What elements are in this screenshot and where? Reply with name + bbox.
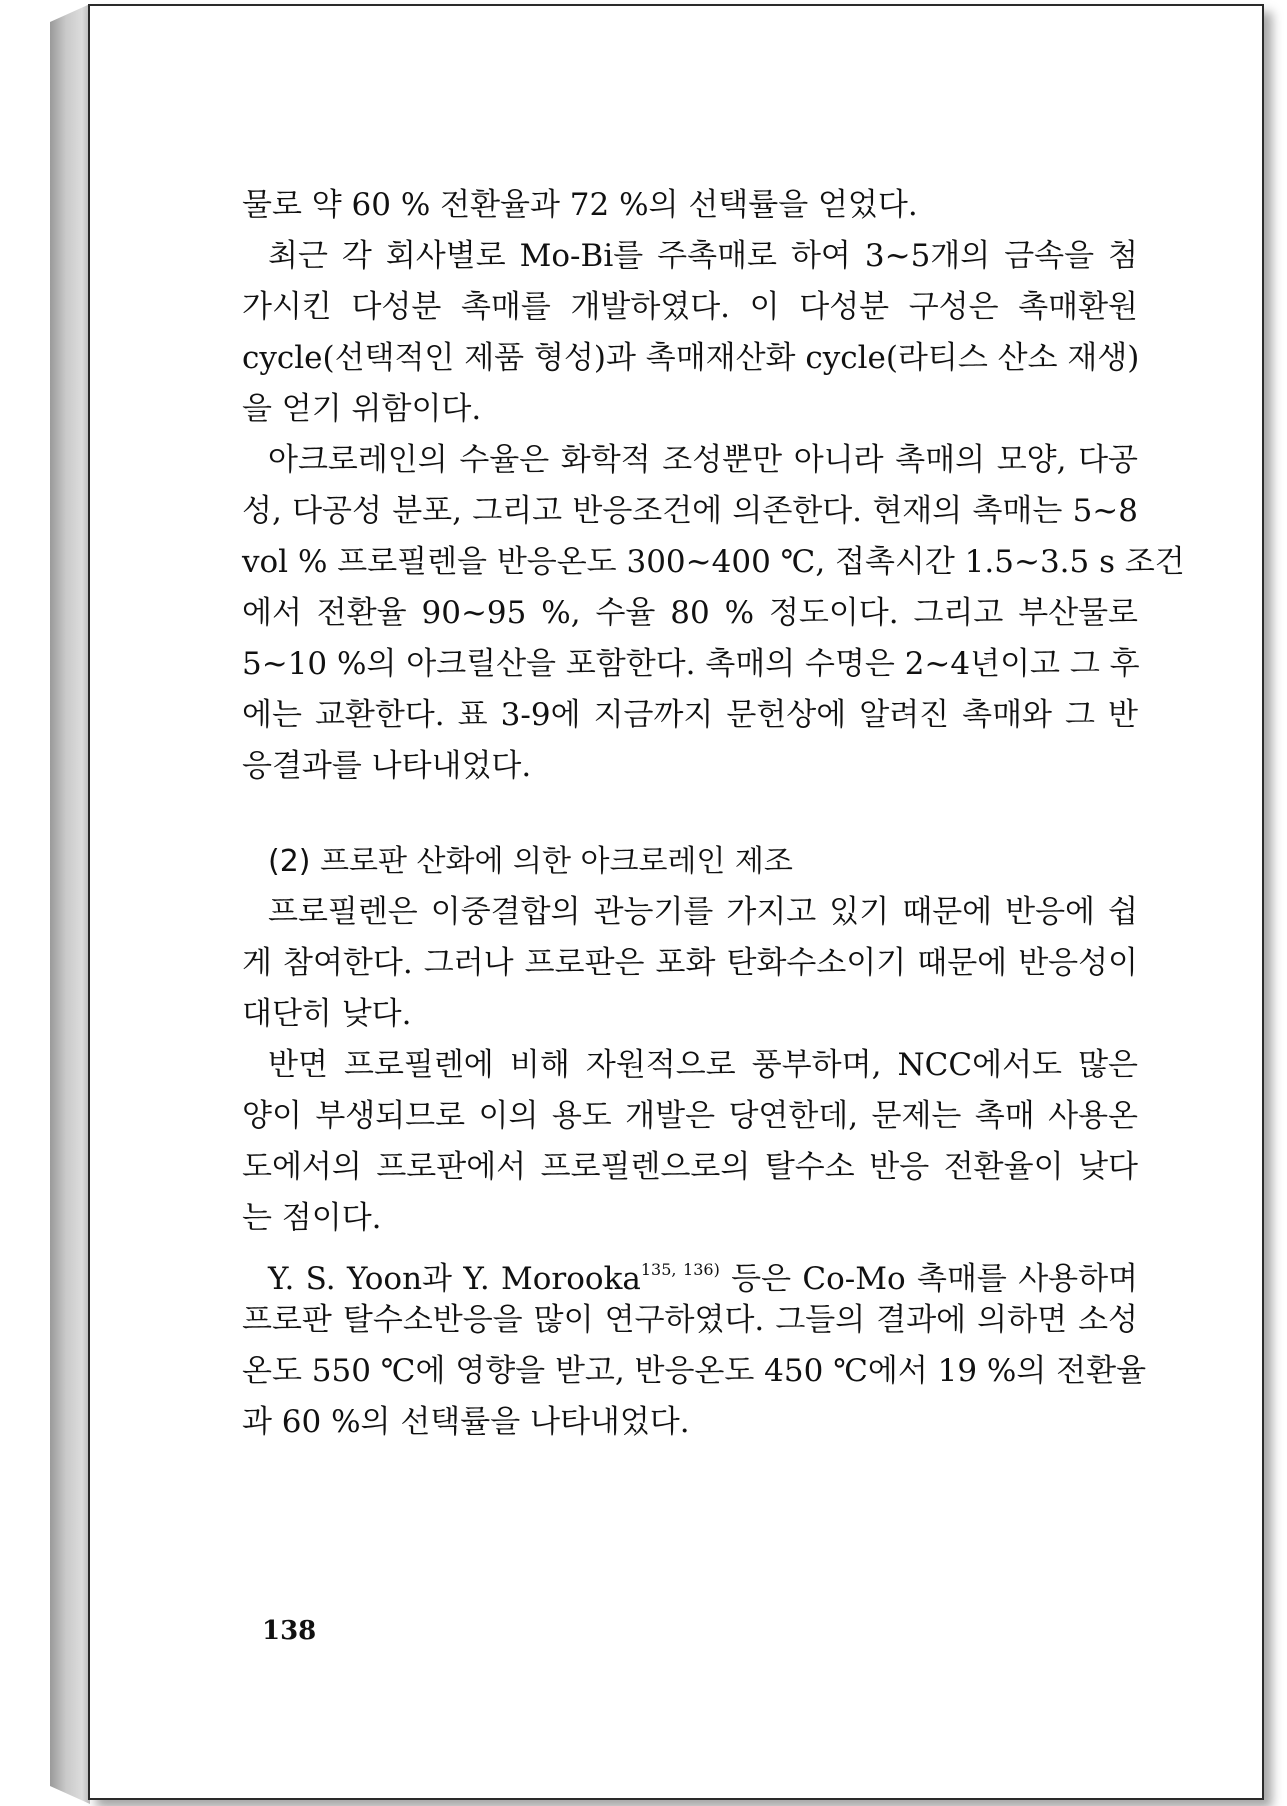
author-names: Y. S. Yoon과 Y. Morooka	[268, 1261, 641, 1297]
text-line: 에서 전환율 90~95 %, 수율 80 % 정도이다. 그리고 부산물로	[242, 595, 1138, 631]
citation-superscript: 135, 136)	[640, 1260, 720, 1279]
text-line: 에는 교환한다. 표 3-9에 지금까지 문헌상에 알려진 촉매와 그 반	[242, 697, 1138, 733]
text-line: 양이 부생되므로 이의 용도 개발은 당연한데, 문제는 촉매 사용온	[242, 1098, 1138, 1134]
text-line-with-citation	[242, 1244, 1138, 1295]
text-continuation: 등은 Co-Mo 촉매를 사용하며	[719, 1261, 1138, 1297]
text-line: 반면 프로필렌에 비해 자원적으로 풍부하며, NCC에서도 많은	[268, 1047, 1138, 1083]
text-line: 대단히 낮다.	[242, 996, 412, 1032]
text-line: 과 60 %의 선택률을 나타내었다.	[242, 1404, 690, 1440]
body-text	[242, 180, 1185, 1448]
book-spine	[50, 4, 90, 1804]
text-line: 응결과를 나타내었다.	[242, 748, 532, 784]
text-line: 프로필렌은 이중결합의 관능기를 가지고 있기 때문에 반응에 쉽	[268, 894, 1138, 930]
text-line: 프로판 탈수소반응을 많이 연구하였다. 그들의 결과에 의하면 소성	[242, 1302, 1138, 1338]
section-heading: (2) 프로판 산화에 의한 아크로레인 제조	[268, 844, 793, 879]
text-line: 성, 다공성 분포, 그리고 반응조건에 의존한다. 현재의 촉매는 5~8	[242, 493, 1138, 529]
text-line: 물로 약 60 % 전환율과 72 %의 선택률을 얻었다.	[242, 187, 918, 223]
text-line: 가시킨 다성분 촉매를 개발하였다. 이 다성분 구성은 촉매환원	[242, 289, 1138, 325]
text-line: 도에서의 프로판에서 프로필렌으로의 탈수소 반응 전환율이 낮다	[242, 1149, 1138, 1185]
text-line: 온도 550 ℃에 영향을 받고, 반응온도 450 ℃에서 19 %의 전환율	[242, 1353, 1147, 1389]
text-line: 는 점이다.	[242, 1200, 382, 1236]
page-number: 138	[262, 1616, 317, 1646]
text-line: vol % 프로필렌을 반응온도 300~400 ℃, 접촉시간 1.5~3.5 s 조건	[242, 544, 1185, 580]
text-line: 을 얻기 위함이다.	[242, 391, 482, 427]
section-gap	[242, 792, 1138, 836]
text-line: 게 참여한다. 그러나 프로판은 포화 탄화수소이기 때문에 반응성이	[242, 945, 1138, 981]
text-line: 아크로레인의 수율은 화학적 조성뿐만 아니라 촉매의 모양, 다공	[268, 442, 1138, 478]
text-line: 5~10 %의 아크릴산을 포함한다. 촉매의 수명은 2~4년이고 그 후	[242, 646, 1140, 682]
text-line: cycle(선택적인 제품 형성)과 촉매재산화 cycle(라티스 산소 재생)	[242, 340, 1140, 376]
text-line: 최근 각 회사별로 Mo-Bi를 주촉매로 하여 3~5개의 금속을 첨	[268, 238, 1138, 274]
